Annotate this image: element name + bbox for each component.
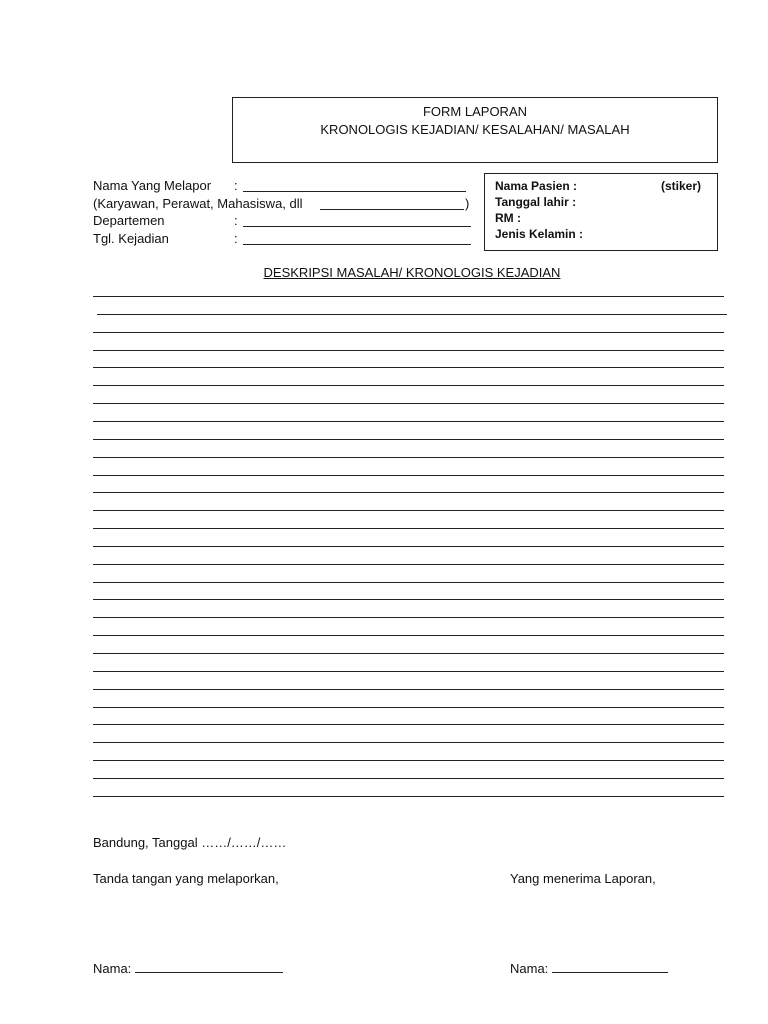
reporter-role-label: (Karyawan, Perawat, Mahasiswa, dll bbox=[93, 196, 303, 211]
description-line[interactable] bbox=[93, 707, 724, 708]
patient-name-row bbox=[495, 178, 707, 194]
reporter-name-label: Nama Yang Melapor bbox=[93, 178, 212, 193]
form-title-box bbox=[232, 97, 718, 163]
description-line[interactable] bbox=[93, 724, 724, 725]
description-line[interactable] bbox=[93, 653, 724, 654]
description-line[interactable] bbox=[97, 314, 727, 315]
reporter-name-signoff bbox=[93, 960, 283, 976]
department-field[interactable] bbox=[243, 226, 471, 227]
description-line[interactable] bbox=[93, 367, 724, 368]
description-line[interactable] bbox=[93, 492, 724, 493]
patient-gender-label: Jenis Kelamin : bbox=[495, 227, 584, 241]
reporter-role-field[interactable] bbox=[320, 209, 464, 210]
reporter-signoff-label: Nama: bbox=[93, 961, 132, 976]
description-title: DESKRIPSI MASALAH/ KRONOLOGIS KEJADIAN bbox=[263, 265, 561, 280]
description-line[interactable] bbox=[93, 421, 724, 422]
reporter-signoff-field[interactable] bbox=[135, 960, 283, 973]
description-line[interactable] bbox=[93, 635, 724, 636]
description-line[interactable] bbox=[93, 457, 724, 458]
description-line[interactable] bbox=[93, 546, 724, 547]
description-line[interactable] bbox=[93, 617, 724, 618]
description-line[interactable] bbox=[93, 760, 724, 761]
receiver-signoff-label: Nama: bbox=[510, 961, 549, 976]
description-line[interactable] bbox=[93, 599, 724, 600]
form-subtitle: KRONOLOGIS KEJADIAN/ KESALAHAN/ MASALAH bbox=[320, 122, 630, 137]
department-colon: : bbox=[234, 213, 238, 228]
patient-name-label: Nama Pasien : bbox=[495, 179, 578, 193]
incident-date-field[interactable] bbox=[243, 244, 471, 245]
description-line[interactable] bbox=[93, 439, 724, 440]
description-line[interactable] bbox=[93, 296, 724, 297]
receiver-signoff-field[interactable] bbox=[552, 960, 668, 973]
description-line[interactable] bbox=[93, 778, 724, 779]
description-line[interactable] bbox=[93, 528, 724, 529]
description-line[interactable] bbox=[93, 475, 724, 476]
description-line[interactable] bbox=[93, 671, 724, 672]
patient-dob-label: Tanggal lahir : bbox=[495, 195, 577, 209]
incident-date-colon: : bbox=[234, 231, 238, 246]
description-line[interactable] bbox=[93, 796, 724, 797]
description-line[interactable] bbox=[93, 689, 724, 690]
reporter-role-close: ) bbox=[465, 196, 470, 211]
reporter-name-colon: : bbox=[234, 178, 238, 193]
receiver-signature-label: Yang menerima Laporan, bbox=[510, 871, 656, 886]
sticker-label: (stiker) bbox=[660, 179, 701, 193]
place-date: Bandung, Tanggal ……/……/…… bbox=[93, 835, 287, 850]
reporter-name-field[interactable] bbox=[243, 191, 466, 192]
description-line[interactable] bbox=[93, 742, 724, 743]
description-line[interactable] bbox=[93, 350, 724, 351]
description-line[interactable] bbox=[93, 582, 724, 583]
receiver-name-signoff bbox=[510, 960, 668, 976]
patient-sticker-box bbox=[484, 173, 718, 251]
department-label: Departemen bbox=[93, 213, 165, 228]
incident-date-label: Tgl. Kejadian bbox=[93, 231, 169, 246]
form-title: FORM LAPORAN bbox=[422, 104, 527, 119]
reporter-signature-label: Tanda tangan yang melaporkan, bbox=[93, 871, 279, 886]
description-line[interactable] bbox=[93, 564, 724, 565]
description-line[interactable] bbox=[93, 385, 724, 386]
description-line[interactable] bbox=[93, 332, 724, 333]
description-line[interactable] bbox=[93, 403, 724, 404]
patient-rm-label: RM : bbox=[495, 211, 521, 225]
description-line[interactable] bbox=[93, 510, 724, 511]
